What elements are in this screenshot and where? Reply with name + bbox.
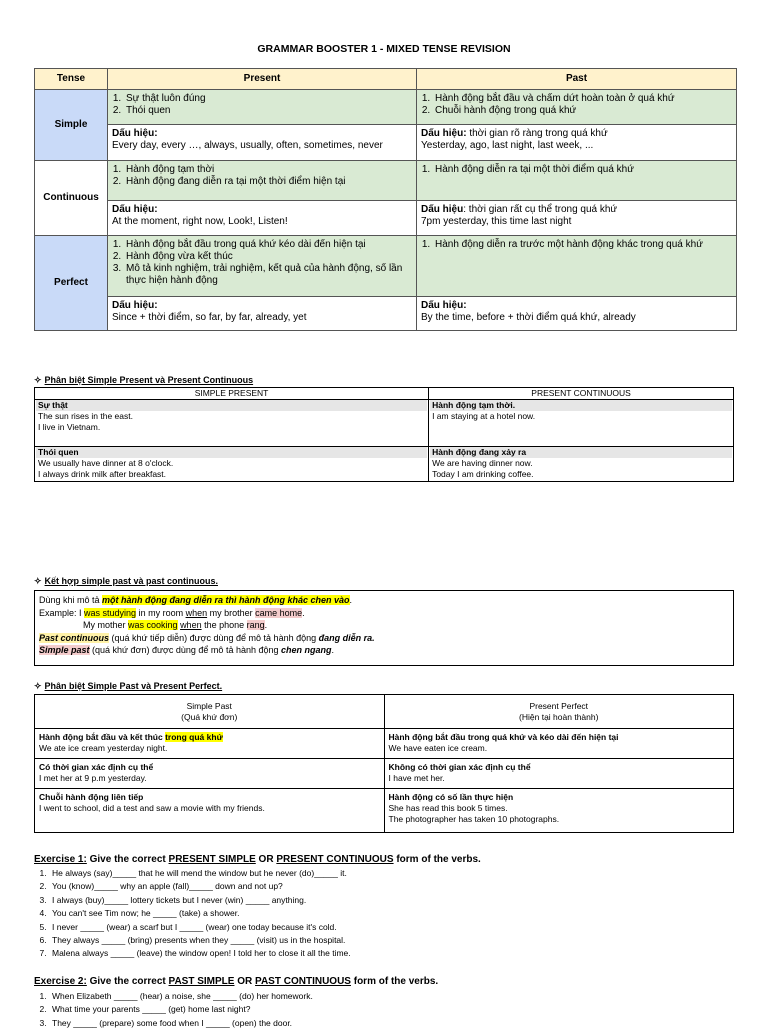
text: Give the correct (86, 854, 169, 865)
use-item: 1. Hành động bắt đầu và chấm dứt hoàn toàn ở quá khứ (433, 93, 732, 105)
diamond-bullet-icon: ✧ (34, 576, 42, 586)
combo-line (39, 644, 729, 657)
text: OR (234, 976, 256, 987)
text: My mother (83, 620, 129, 630)
signal-text: : thời gian rất cụ thể trong quá khứ (463, 204, 618, 215)
continuous-past-signal (417, 201, 737, 236)
text: PAST SIMPLE (168, 976, 235, 987)
cell-line: We are having dinner now. (432, 458, 533, 468)
exercise-item: 3. They _____ (prepare) some food when I _____ (open) the door. (49, 1017, 749, 1030)
cell-heading: Hành động có số lần thực hiện (388, 792, 514, 802)
signal-text: Since + thời điểm, so far, by far, already, yet (112, 312, 307, 323)
text: PAST CONTINUOUS (255, 976, 351, 987)
perfect-past-signal (417, 297, 737, 331)
header-past: Past (417, 69, 737, 90)
cell-heading: Chuỗi hành động liên tiếp (39, 792, 144, 802)
section-title-present (34, 375, 253, 386)
cell-line: We usually have dinner at 8 o'clock. (38, 458, 174, 468)
exercise-1-title (34, 854, 481, 865)
text: (quá khứ tiếp diễn) được dùng để mô tả hành động (109, 632, 319, 643)
cell-heading (39, 732, 380, 743)
continuous-present-signal (108, 201, 417, 236)
diamond-bullet-icon: ✧ (34, 681, 42, 691)
use-item: 1. Hành động diễn ra tại một thời điểm quá khứ (433, 164, 732, 176)
comparison-cell (35, 447, 429, 482)
page-title: GRAMMAR BOOSTER 1 - MIXED TENSE REVISION (257, 43, 511, 55)
text: Hành động bắt đầu và kết thúc (39, 732, 166, 742)
comparison-cell (35, 789, 385, 833)
text: PRESENT SIMPLE (168, 854, 256, 865)
comparison-cell (384, 729, 734, 759)
text: form of the verbs. (393, 854, 481, 865)
text: Give the correct (86, 976, 169, 987)
exercise-item: 3. I always (buy)_____ lottery tickets but I never (win) _____ anything. (49, 894, 749, 907)
exercise-item: 5. I never _____ (wear) a scarf but I _____ (wear) one today because it's cold. (49, 921, 749, 934)
cell-line: The photographer has taken 10 photographs. (388, 814, 560, 824)
cell-heading: Hành động đang xảy ra (430, 447, 732, 458)
text: Dùng khi mô tả (39, 595, 103, 605)
comparison-cell (429, 400, 734, 447)
combination-box (34, 590, 734, 666)
exercise-item: 1. When Elizabeth _____ (hear) a noise, she _____ (do) her homework. (49, 990, 749, 1003)
text: chen ngang (281, 645, 332, 655)
use-item: 2. Chuỗi hành động trong quá khứ (433, 105, 732, 117)
highlight: Simple past (39, 645, 90, 655)
text: Example: I (39, 607, 85, 618)
use-item: 2. Hành động đang diễn ra tại một thời điểm hiện tại (124, 176, 412, 188)
signal-examples: Yesterday, ago, last night, last week, ... (421, 140, 594, 151)
cell-heading: Hành động bắt đầu trong quá khứ và kéo dài đến hiện tại (388, 732, 619, 742)
combo-example (39, 619, 729, 632)
comparison-cell (35, 729, 385, 759)
cell-heading: Hành động tạm thời. (430, 400, 732, 411)
comparison-cell (429, 447, 734, 482)
header-text: Simple Past (186, 700, 232, 711)
exercise-item: 6. They always _____ (bring) presents when they _____ (visit) us in the hospital. (49, 934, 749, 947)
use-item: 1. Sự thật luôn đúng (124, 93, 412, 105)
combo-example (39, 607, 729, 620)
exercise-label: Exercise 1: (34, 854, 87, 865)
section-title-past-perfect (34, 681, 222, 692)
cell-line: We ate ice cream yesterday night. (39, 743, 168, 753)
cell-line: Today I am drinking coffee. (432, 469, 534, 479)
continuous-past-uses (417, 161, 737, 201)
highlight: came home (255, 607, 303, 618)
text: . (302, 607, 305, 618)
exercise-label: Exercise 2: (34, 976, 87, 987)
perfect-past-uses (417, 236, 737, 297)
text: . (264, 620, 268, 630)
header-present: Present (108, 69, 417, 90)
highlight: rang (246, 620, 265, 630)
signal-label: Dấu hiệu: (421, 128, 467, 139)
comparison-cell (35, 400, 429, 447)
cell-heading: Có thời gian xác định cụ thể (39, 762, 154, 772)
exercise-item: 1. He always (say)_____ that he will mend the window but he never (do)_____ it. (49, 867, 749, 880)
present-continuous-header: PRESENT CONTINUOUS (429, 388, 734, 400)
exercise-item: 7. Malena always _____ (leave) the window open! I told her to close it all the time. (49, 947, 749, 960)
cell-line: The sun rises in the east. (38, 411, 133, 421)
perfect-present-signal (108, 297, 417, 331)
row-continuous: Continuous (35, 161, 108, 236)
text: in my room (136, 607, 186, 618)
exercise-1-list (34, 867, 749, 961)
highlight: một hành động đang diễn ra thì hành động khác chen vào (102, 595, 350, 605)
cell-heading: Thói quen (36, 447, 427, 458)
simple-past-signal (417, 125, 737, 161)
simple-past-uses (417, 90, 737, 125)
use-item: 1. Hành động tạm thời (124, 164, 412, 176)
signal-examples: 7pm yesterday, this time last night (421, 216, 572, 227)
text: . (331, 645, 335, 655)
signal-label: Dấu hiệu: (112, 300, 158, 311)
highlight: was studying (84, 607, 137, 618)
header-text: Present Perfect (529, 700, 589, 711)
use-item: 1. Hành động diễn ra trước một hành động khác trong quá khứ (433, 239, 732, 251)
text: . (349, 595, 353, 605)
cell-line: She has read this book 5 times. (388, 803, 508, 813)
simple-present-signal (108, 125, 417, 161)
row-perfect: Perfect (35, 236, 108, 331)
text: (quá khứ đơn) được dùng để mô tả hành động (89, 645, 281, 655)
perfect-present-uses (108, 236, 417, 297)
tense-table (34, 68, 737, 331)
use-item: 1. Hành động bắt đầu trong quá khứ kéo dài đến hiện tại (124, 239, 412, 251)
cell-heading: Không có thời gian xác định cụ thể (388, 762, 531, 772)
highlight: Past continuous (39, 632, 110, 643)
cell-line: I live in Vietnam. (38, 422, 101, 432)
combo-line (39, 594, 729, 607)
combo-line (39, 632, 729, 645)
exercise-2-list (34, 990, 749, 1030)
text: đang diễn ra. (318, 632, 375, 643)
header-sub: (Hiện tại hoàn thành) (519, 711, 599, 722)
cell-line: I went to school, did a test and saw a movie with my friends. (39, 803, 265, 813)
cell-line: I always drink milk after breakfast. (38, 469, 167, 479)
header-tense: Tense (35, 69, 108, 90)
present-comparison-table (34, 387, 734, 482)
row-simple: Simple (35, 90, 108, 161)
section-title-text: Kết hợp simple past và past continuous. (44, 576, 218, 586)
section-title-text: Phân biệt Simple Past và Present Perfect. (44, 681, 223, 691)
comparison-cell (384, 789, 734, 833)
text: when (180, 620, 202, 630)
signal-label: Dấu hiệu (421, 204, 464, 215)
signal-examples: By the time, before + thời điểm quá khứ, already (421, 312, 636, 323)
present-perfect-header (384, 695, 734, 729)
exercise-2-title (34, 976, 438, 987)
past-perfect-table (34, 694, 734, 833)
signal-text: At the moment, right now, Look!, Listen! (112, 216, 288, 227)
simple-present-uses (108, 90, 417, 125)
header-sub: (Quá khứ đơn) (181, 711, 238, 722)
cell-line: I met her at 9 p.m yesterday. (39, 773, 147, 783)
signal-label: Dấu hiệu: (112, 204, 158, 215)
diamond-bullet-icon: ✧ (34, 375, 42, 385)
text: when (185, 607, 208, 618)
signal-text: Every day, every …, always, usually, often, sometimes, never (112, 140, 383, 151)
text: my brother (207, 607, 256, 618)
cell-line: I have met her. (388, 773, 445, 783)
section-title-combination (34, 576, 218, 587)
section-title-text: Phân biệt Simple Present và Present Continuous (44, 375, 254, 385)
text: the phone (201, 620, 247, 630)
text: PRESENT CONTINUOUS (276, 854, 394, 865)
continuous-present-uses (108, 161, 417, 201)
simple-past-header (35, 695, 385, 729)
exercise-item: 2. What time your parents _____ (get) home last night? (49, 1003, 749, 1016)
signal-label: Dấu hiệu: (421, 300, 467, 311)
comparison-cell (35, 759, 385, 789)
simple-present-header: SIMPLE PRESENT (35, 388, 429, 400)
cell-heading: Sự thật (36, 400, 427, 411)
cell-line: I am staying at a hotel now. (432, 411, 536, 421)
use-item: 3. Mô tả kinh nghiệm, trải nghiệm, kết quả của hành động, số lần thực hiện hành động (124, 263, 412, 287)
signal-text: thời gian rõ ràng trong quá khứ (466, 128, 608, 139)
text: OR (255, 854, 277, 865)
cell-line: We have eaten ice cream. (388, 743, 488, 753)
highlight: was cooking (128, 620, 178, 630)
use-item: 2. Hành động vừa kết thúc (124, 251, 412, 263)
comparison-cell (384, 759, 734, 789)
highlight: trong quá khứ (165, 732, 223, 742)
exercise-item: 4. You can't see Tim now; he _____ (take) a shower. (49, 907, 749, 920)
exercise-item: 2. You (know)_____ why an apple (fall)_____ down and not up? (49, 880, 749, 893)
text: form of the verbs. (350, 976, 439, 987)
signal-label: Dấu hiệu: (112, 128, 158, 139)
use-item: 2. Thói quen (124, 105, 412, 117)
